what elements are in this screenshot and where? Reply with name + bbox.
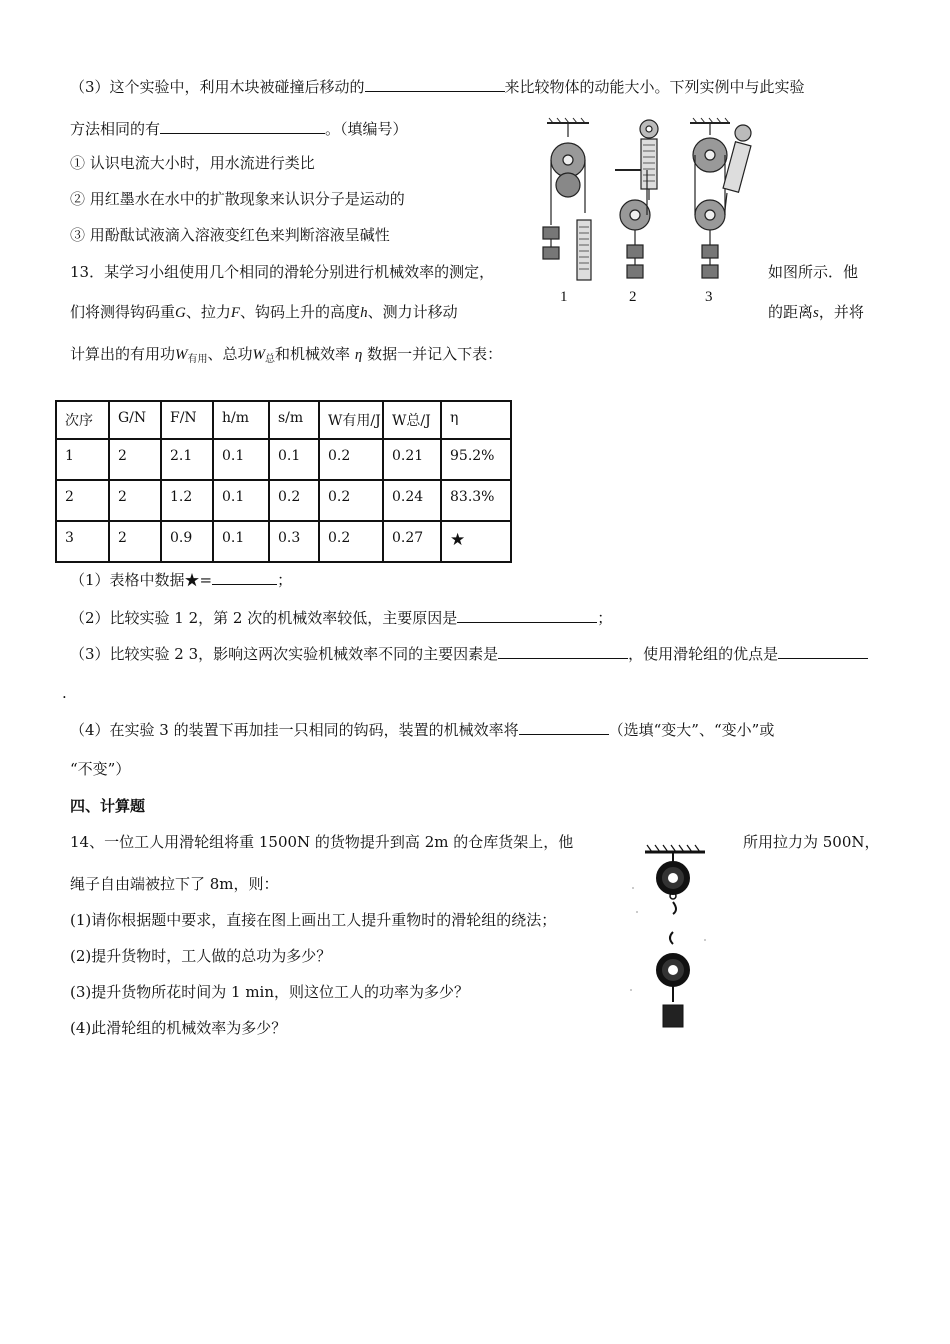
star-cell: ★ [441,521,511,562]
q13-part-2 [70,607,612,628]
table-cell: 0.3 [269,521,319,562]
answer-blank[interactable] [212,569,277,585]
table-cell: 3 [56,521,109,562]
q13-text: 们将测得钩码重 [70,303,176,321]
q14-part-1: (1)请你根据题中要求，直接在图上画出工人提升重物时的滑轮组的绕法； [70,911,557,929]
q13-part-1 [70,569,292,590]
q14-part-4: (4)此滑轮组的机械效率为多少？ [70,1019,287,1037]
table-header: G/N [109,401,161,439]
q13-line2b [768,302,864,323]
table-row [56,480,511,521]
table-cell: 1.2 [161,480,213,521]
part-text: （选填“变大”、“变小”或 [608,721,775,739]
table-cell: 95.2% [441,439,511,480]
section-title: 四、计算题 [70,797,146,815]
figure-label-3: 3 [705,289,713,305]
table-cell: 2 [109,521,161,562]
q12-3-text-c: 方法相同的有 [70,120,161,138]
table-cell: 0.2 [269,480,319,521]
q12-3-line1 [70,76,805,97]
part-text: ； [277,571,293,589]
table-header: η [441,401,511,439]
q13-text: 、钩码上升的高度 [240,303,361,321]
table-cell: 0.2 [319,480,383,521]
q14-part-3: (3)提升货物所花时间为 1 min，则这位工人的功率为多少？ [70,983,470,1001]
q12-3-text-b: 来比较物体的动能大小。下列实例中与此实验 [504,78,805,96]
table-header: h/m [213,401,269,439]
q12-3-text-a: （3）这个实验中，利用木块被碰撞后移动的 [70,78,365,96]
table-cell: 1 [56,439,109,480]
var-eta: η [354,347,363,363]
q13-part-4-end: “不变”） [70,760,131,778]
q14-line2: 绳子自由端被拉下了 8m，则： [70,875,279,893]
q13-part-3-end: . [62,684,67,702]
q13-part-3 [70,643,868,664]
table-header-row [56,401,511,439]
part-text: （1）表格中数据★= [70,571,213,589]
table-cell: 0.1 [213,439,269,480]
table-cell: 83.3% [441,480,511,521]
q13-text: 数据一并记入下表： [367,345,503,363]
q14-line1b: 所用拉力为 500N， [743,833,880,851]
answer-blank[interactable] [778,643,868,659]
answer-blank[interactable] [498,643,628,659]
option-2: ② 用红墨水在水中的扩散现象来认识分子是运动的 [70,190,405,208]
q13-text: ，并将 [818,303,864,321]
table-header: W总/J [383,401,441,439]
var-F: F [230,305,241,321]
table-header: F/N [161,401,213,439]
table-cell: 0.2 [319,439,383,480]
q13-part-4 [70,719,774,740]
subscript: 总 [265,354,276,365]
table-header: s/m [269,401,319,439]
q13-line1a: 13．某学习小组使用几个相同的滑轮分别进行机械效率的测定， [70,263,495,281]
table-cell: 0.24 [383,480,441,521]
q13-line1b: 如图所示．他 [768,263,859,281]
table-cell: 2.1 [161,439,213,480]
figure-label-1: 1 [560,289,568,305]
table-cell: 0.1 [213,521,269,562]
var-W: W [252,347,266,363]
table-row [56,439,511,480]
q13-text: 、拉力 [185,303,231,321]
option-1: ① 认识电流大小时，用水流进行类比 [70,154,315,172]
figure-label-2: 2 [629,289,637,305]
var-h: h [360,305,368,321]
answer-blank[interactable] [457,607,597,623]
q13-text: 计算出的有用功 [70,345,176,363]
part-text: ； [597,609,613,627]
q14-pulley-figure [625,840,715,1035]
table-cell: 0.27 [383,521,441,562]
table-cell: 0.9 [161,521,213,562]
table-cell: 2 [109,480,161,521]
q13-text: 和机械效率 [275,345,351,363]
var-W: W [175,347,188,363]
table-cell: 0.1 [213,480,269,521]
q14-line1a: 14、一位工人用滑轮组将重 1500N 的货物提升到高 2m 的仓库货架上，他 [70,833,574,851]
subscript: 有用 [187,354,208,365]
q13-line3 [70,344,502,370]
part-text: （3）比较实验 2 3，影响这两次实验机械效率不同的主要因素是 [70,645,499,663]
table-header: 次序 [56,401,109,439]
part-text: ，使用滑轮组的优点是 [628,645,779,663]
q12-3-line2 [70,118,408,139]
var-G: G [175,305,186,321]
table-cell: 0.21 [383,439,441,480]
q14-part-2: (2)提升货物时，工人做的总功为多少？ [70,947,332,965]
q13-line2a [70,302,458,323]
q13-text: 、总功 [207,345,253,363]
table-cell: 0.2 [319,521,383,562]
part-text: （2）比较实验 1 2，第 2 次的机械效率较低，主要原因是 [70,609,458,627]
answer-blank[interactable] [519,719,609,735]
table-cell: 0.1 [269,439,319,480]
var-s: s [813,305,819,321]
table-cell: 2 [109,439,161,480]
q12-3-text-d: 。（填编号） [325,120,408,138]
pulley-setups-figure [535,115,770,305]
q13-text: 、测力计移动 [367,303,458,321]
q13-text: 的距离 [768,303,814,321]
table-cell: 2 [56,480,109,521]
answer-blank[interactable] [160,118,325,134]
answer-blank[interactable] [365,76,505,92]
part-text: （4）在实验 3 的装置下再加挂一只相同的钩码，装置的机械效率将 [70,721,519,739]
data-table [55,400,512,563]
table-header: W有用/J [319,401,383,439]
table-row [56,521,511,562]
option-3: ③ 用酚酞试液滴入溶液变红色来判断溶液呈碱性 [70,226,390,244]
